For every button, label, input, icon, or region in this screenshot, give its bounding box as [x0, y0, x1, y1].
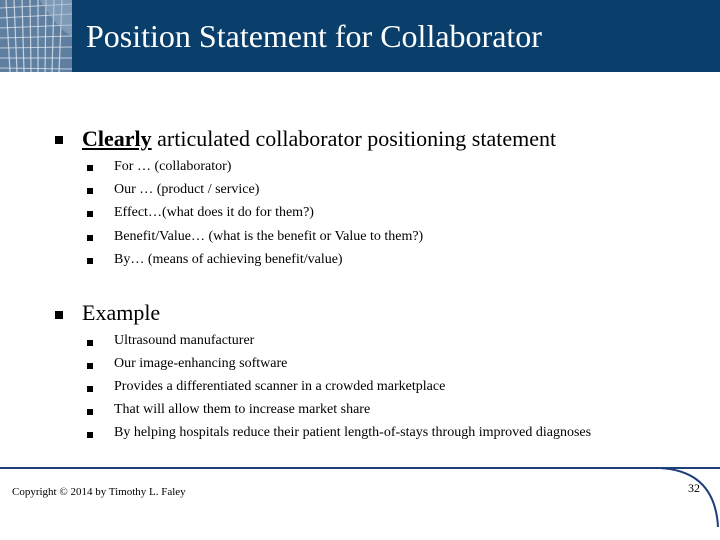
list-item: By helping hospitals reduce their patient length-of-stays through improved diagnoses — [114, 425, 592, 440]
bullet-square-icon — [87, 432, 93, 438]
bullet-square-icon — [87, 363, 93, 369]
bullet-square-icon — [55, 311, 63, 319]
footer-arc-decoration — [660, 467, 720, 527]
footer-divider — [0, 467, 720, 469]
list-item: By… (means of achieving benefit/value) — [114, 252, 343, 267]
list-item: Our image-enhancing software — [114, 356, 288, 371]
bullet-square-icon — [87, 165, 93, 171]
list-item: That will allow them to increase market share — [114, 402, 371, 417]
bullet-square-icon — [87, 386, 93, 392]
bullet-square-icon — [87, 188, 93, 194]
bullet-square-icon — [87, 211, 93, 217]
bullet-square-icon — [87, 258, 93, 264]
bullet-square-icon — [55, 136, 63, 144]
heading-text: Example — [82, 300, 161, 325]
slide-title: Position Statement for Collaborator — [86, 18, 542, 54]
list-item: Effect…(what does it do for them?) — [114, 205, 314, 220]
list-item: For … (collaborator) — [114, 159, 232, 174]
title-bar — [0, 0, 720, 72]
bullet-square-icon — [87, 340, 93, 346]
section-heading — [82, 126, 556, 152]
section-heading — [82, 300, 160, 326]
building-photo — [0, 0, 72, 72]
list-item: Provides a differentiated scanner in a crowded marketplace — [114, 379, 446, 394]
heading-emphasis: Clearly — [82, 126, 152, 151]
heading-text: articulated collaborator positioning statement — [151, 126, 557, 151]
list-item: Ultrasound manufacturer — [114, 333, 255, 348]
list-item: Our … (product / service) — [114, 182, 260, 197]
slide-number: 32 — [688, 481, 700, 495]
bullet-square-icon — [87, 409, 93, 415]
bullet-square-icon — [87, 235, 93, 241]
list-item: Benefit/Value… (what is the benefit or Value to them?) — [114, 229, 424, 244]
copyright-text: Copyright © 2014 by Timothy L. Faley — [12, 486, 186, 498]
